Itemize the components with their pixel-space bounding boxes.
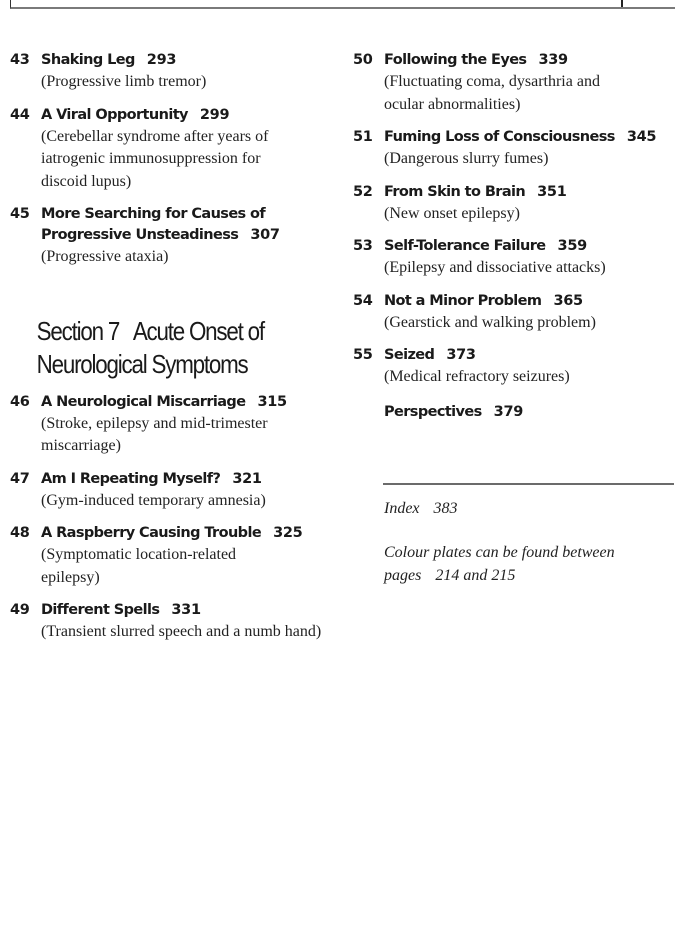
perspectives-title: Perspectives <box>384 403 482 420</box>
chapter-description: (Progressive ataxia) <box>41 248 169 265</box>
chapter-description: (Gearstick and walking problem) <box>384 313 596 331</box>
chapter-page: 331 <box>171 602 201 618</box>
chapter-title: Not a Minor Problem <box>384 292 542 309</box>
toc-entry-51[interactable] <box>353 127 678 171</box>
chapter-number: 51 <box>353 129 373 145</box>
colour-plates-range: 214 and 215 <box>435 566 516 584</box>
chapter-title: More Searching for Causes of Progressive Unsteadiness <box>41 206 266 243</box>
chapter-page: 351 <box>537 183 567 200</box>
chapter-description: (New onset epilepsy) <box>384 204 520 222</box>
section-label: Section 7 <box>36 315 120 346</box>
toc-entry-54[interactable] <box>353 291 678 335</box>
chapter-page: 373 <box>446 347 476 363</box>
chapter-description: (Transient slurred speech and a numb hand) <box>41 623 322 640</box>
chapter-number: 50 <box>353 52 373 68</box>
index-label: Index <box>384 500 420 517</box>
chapter-number: 45 <box>10 206 30 222</box>
toc-entry-47[interactable] <box>10 469 330 513</box>
chapter-number: 55 <box>353 347 373 363</box>
chapter-page: 365 <box>553 292 583 309</box>
chapter-title: Different Spells <box>41 602 160 618</box>
chapter-description: (Cerebellar syndrome after years of iatrogenic immunosuppression for discoid lupus) <box>41 127 269 190</box>
section-divider-rule <box>383 483 674 485</box>
chapter-page: 325 <box>273 525 303 541</box>
chapter-title: Am I Repeating Myself? <box>41 470 221 487</box>
top-frame-divider <box>621 0 623 7</box>
chapter-number: 52 <box>353 183 373 200</box>
chapter-page: 307 <box>250 227 280 243</box>
toc-entry-perspectives[interactable] <box>353 402 678 423</box>
chapter-title: From Skin to Brain <box>384 183 526 200</box>
chapter-page: 345 <box>626 129 657 145</box>
chapter-title: A Viral Opportunity <box>41 106 188 123</box>
toc-entry-index[interactable] <box>384 498 458 521</box>
toc-left-column <box>10 50 330 655</box>
toc-entry-43[interactable] <box>10 50 330 94</box>
chapter-page: 315 <box>257 393 287 410</box>
section-heading <box>10 315 346 381</box>
toc-entry-52[interactable] <box>353 182 678 226</box>
chapter-number: 54 <box>353 292 373 309</box>
chapter-description: (Medical refractory seizures) <box>384 368 570 385</box>
chapter-number: 44 <box>10 106 30 123</box>
toc-entry-45[interactable] <box>10 204 330 269</box>
colour-plates-prefix: pages <box>384 566 422 584</box>
toc-entry-55[interactable] <box>353 345 678 389</box>
chapter-page: 293 <box>146 52 177 68</box>
chapter-page: 321 <box>232 470 262 487</box>
toc-entry-49[interactable] <box>10 600 330 644</box>
chapter-page: 359 <box>557 238 587 254</box>
chapter-description: (Gym-induced temporary amnesia) <box>41 491 266 509</box>
chapter-title: A Raspberry Causing Trouble <box>41 525 262 541</box>
section-title: Acute Onset of Neurological Symptoms <box>36 315 264 379</box>
chapter-number: 46 <box>10 393 30 410</box>
chapter-description: (Progressive limb tremor) <box>41 73 207 90</box>
toc-entry-46[interactable] <box>10 392 330 458</box>
chapter-number: 43 <box>10 52 30 68</box>
chapter-description: (Dangerous slurry fumes) <box>384 150 549 167</box>
index-page: 383 <box>433 500 458 517</box>
toc-entry-48[interactable] <box>10 523 330 589</box>
chapter-description: (Epilepsy and dissociative attacks) <box>384 259 606 276</box>
chapter-title: A Neurological Miscarriage <box>41 393 246 410</box>
chapter-page: 339 <box>538 52 568 68</box>
toc-entry-44[interactable] <box>10 105 330 194</box>
chapter-number: 49 <box>10 602 30 618</box>
chapter-number: 53 <box>353 238 373 254</box>
top-frame-border <box>10 0 675 9</box>
perspectives-page: 379 <box>493 403 524 420</box>
chapter-number: 47 <box>10 470 30 487</box>
chapter-description: (Symptomatic location-related epilepsy) <box>41 546 237 586</box>
chapter-title: Seized <box>384 347 435 363</box>
chapter-description: (Stroke, epilepsy and mid-trimester miscarriage) <box>41 414 268 454</box>
chapter-description: (Fluctuating coma, dysarthria and ocular abnormalities) <box>384 73 600 113</box>
chapter-page: 299 <box>199 106 230 123</box>
colour-plates-note <box>384 542 674 587</box>
toc-right-column <box>353 50 678 434</box>
colour-plates-text: Colour plates can be found between <box>384 544 615 561</box>
toc-entry-53[interactable] <box>353 236 678 280</box>
chapter-title: Shaking Leg <box>41 52 135 68</box>
toc-entry-50[interactable] <box>353 50 678 116</box>
chapter-title: Fuming Loss of Consciousness <box>384 129 615 145</box>
chapter-title: Self-Tolerance Failure <box>384 238 546 254</box>
chapter-number: 48 <box>10 525 30 541</box>
chapter-title: Following the Eyes <box>384 52 527 68</box>
